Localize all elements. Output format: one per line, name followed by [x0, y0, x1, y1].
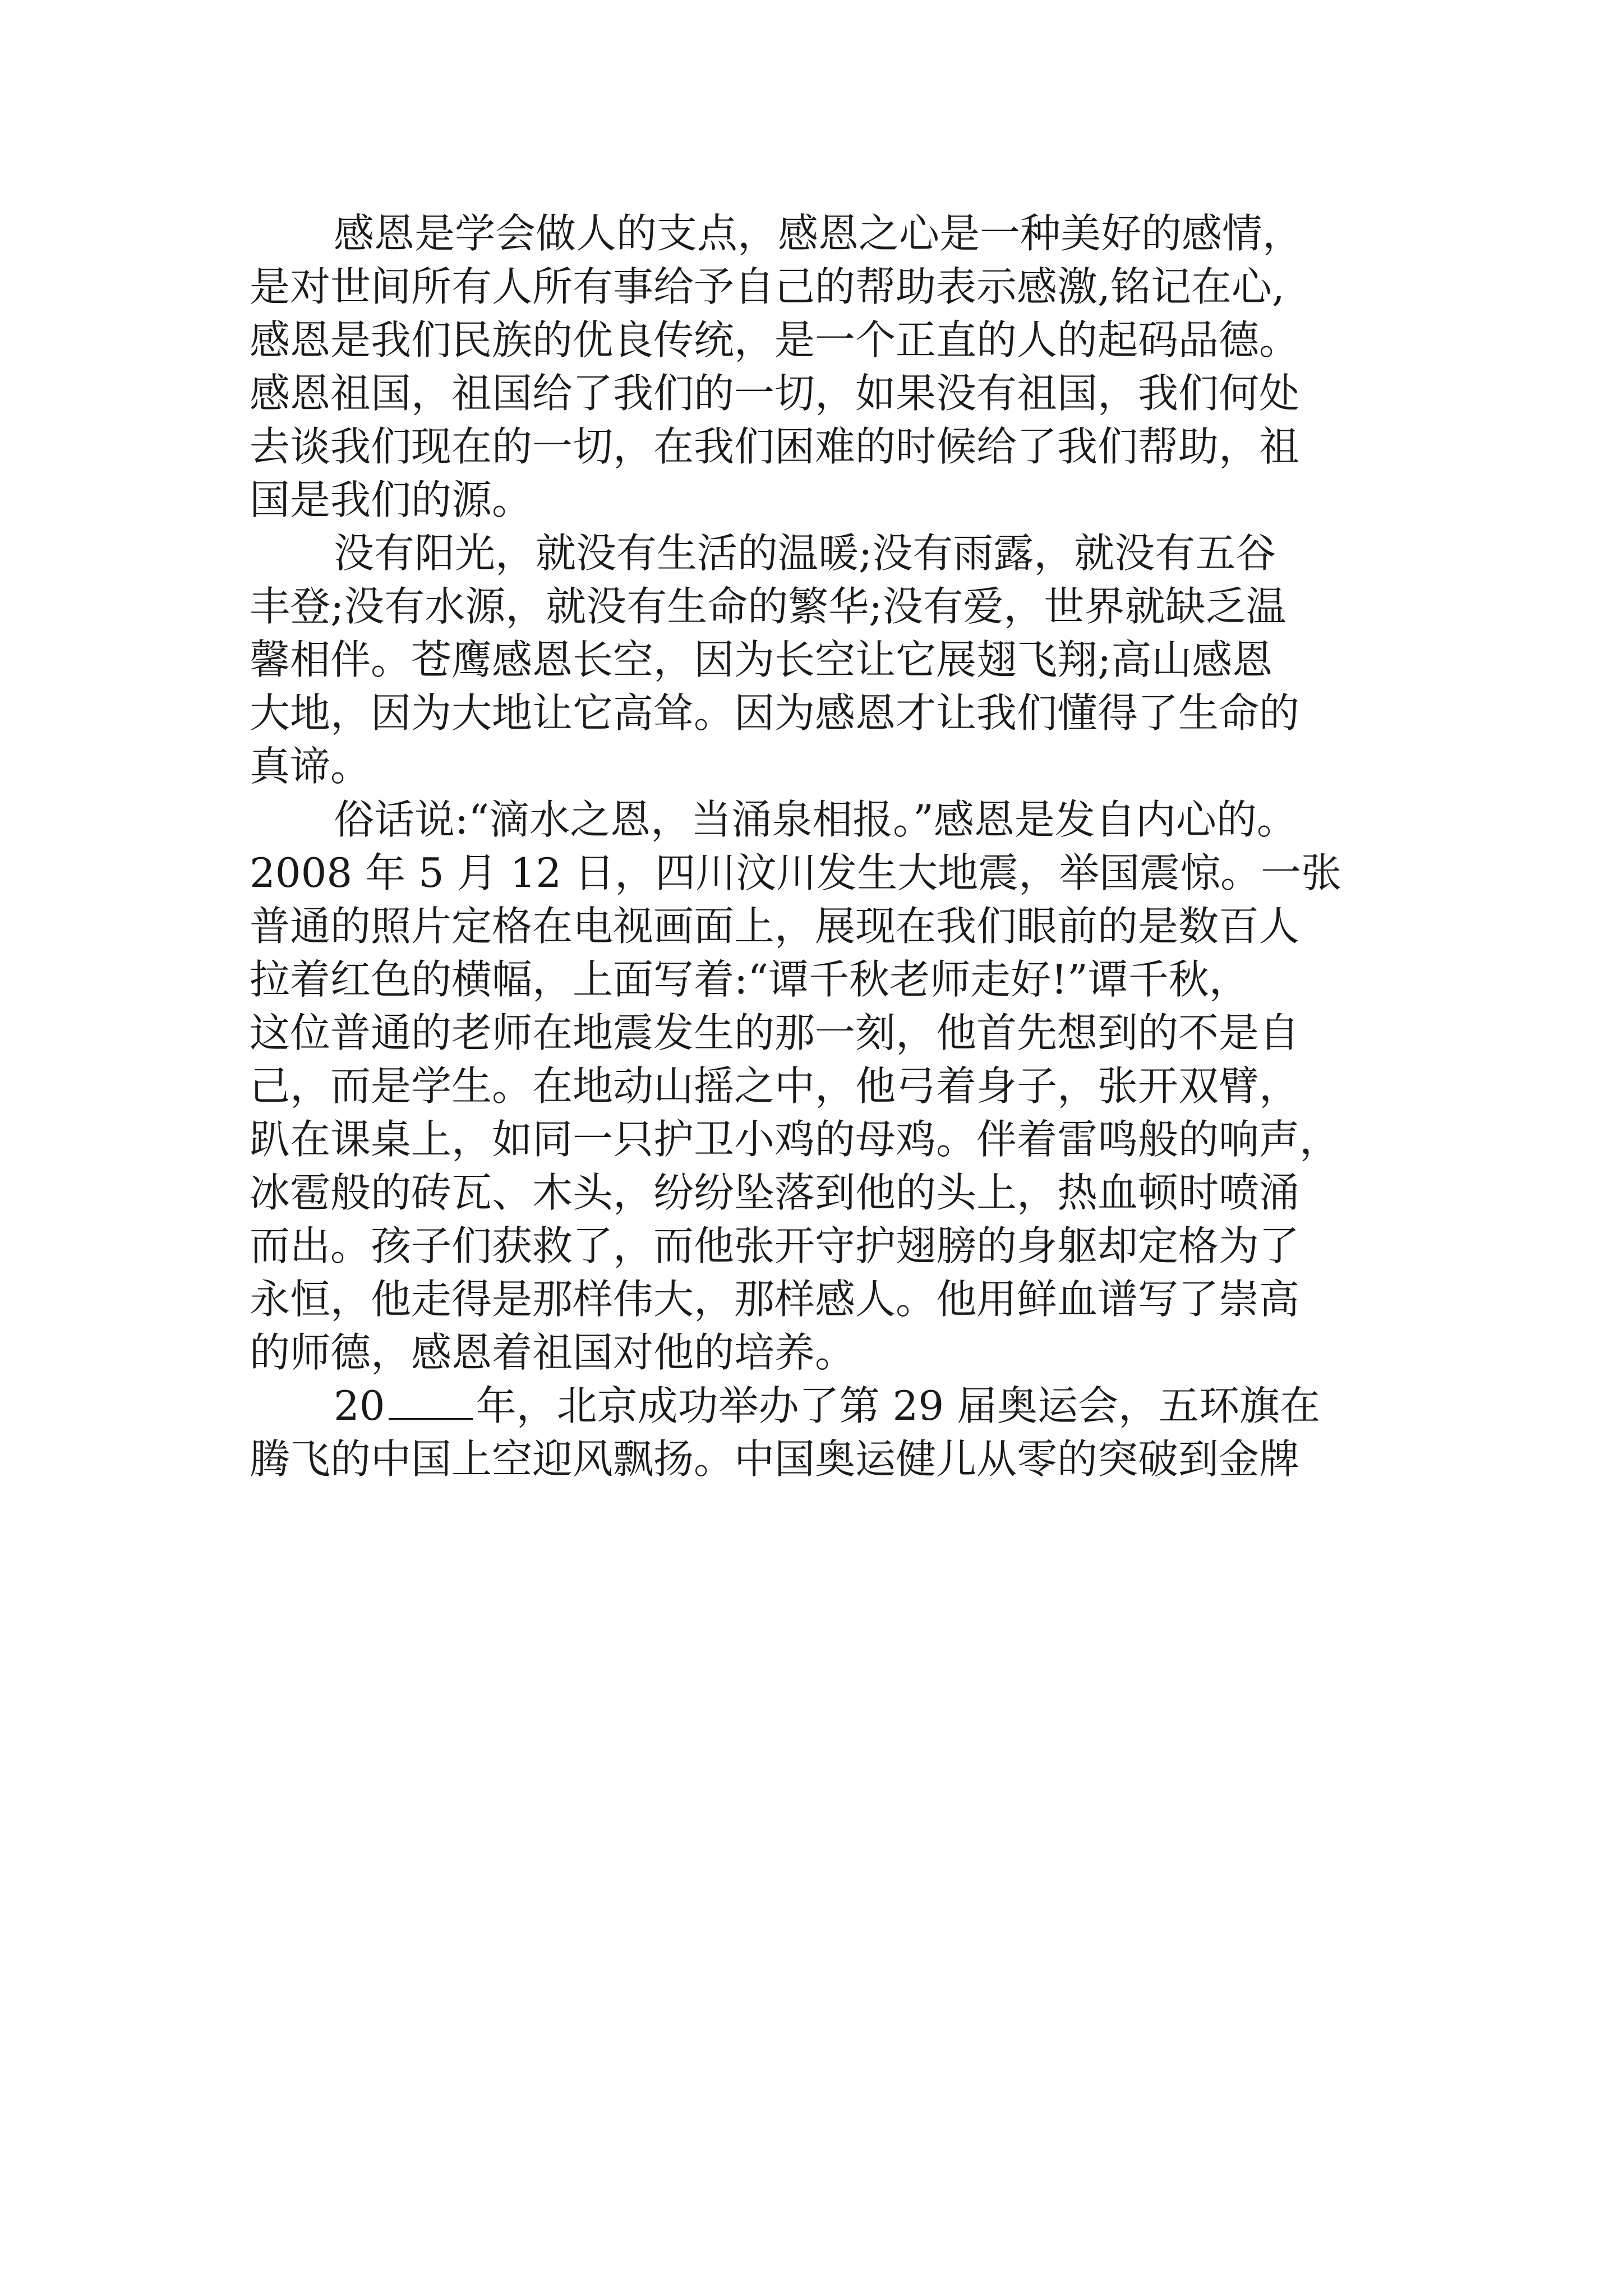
paragraph-1 — [250, 206, 1416, 526]
paragraph-2 — [250, 526, 1416, 793]
text-line: 俗话说:“滴水之恩，当涌泉相报。”感恩是发自内心的。 — [334, 796, 1297, 843]
text-line: 这位普通的老师在地震发生的那一刻，他首先想到的不是自 — [250, 1009, 1300, 1056]
fill-in-blank-underline — [389, 1384, 473, 1420]
text-line: 永恒，他走得是那样伟大，那样感人。他用鲜血谱写了崇高 — [250, 1276, 1300, 1323]
text-line: 感恩是我们民族的优良传统，是一个正直的人的起码品德。 — [250, 316, 1300, 364]
text-line: 丰登;没有水源，就没有生命的繁华;没有爱，世界就缺乏温 — [250, 583, 1287, 630]
text-line: 趴在课桌上，如同一只护卫小鸡的母鸡。伴着雷鸣般的响声， — [250, 1116, 1340, 1163]
text-line: 是对世间所有人所有事给予自己的帮助表示感激,铭记在心, — [250, 263, 1285, 310]
text-fragment: 20 — [334, 1382, 385, 1429]
text-line — [250, 1379, 1416, 1432]
text-line: 而出。孩子们获救了，而他张开守护翅膀的身躯却定格为了 — [250, 1222, 1300, 1269]
paragraph-3 — [250, 793, 1416, 1379]
text-line: 馨相伴。苍鹰感恩长空，因为长空让它展翅飞翔;高山感恩 — [250, 636, 1273, 683]
text-fragment: 年，北京成功举办了第 29 届奥运会，五环旗在 — [476, 1382, 1321, 1429]
document-body — [250, 206, 1416, 1485]
text-line: 拉着红色的横幅，上面写着:“谭千秋老师走好!”谭千秋， — [250, 956, 1249, 1003]
text-line: 冰雹般的砖瓦、木头，纷纷坠落到他的头上，热血顿时喷涌 — [250, 1169, 1300, 1216]
text-line: 2008 年 5 月 12 日，四川汶川发生大地震，举国震惊。一张 — [250, 849, 1342, 896]
text-line: 腾飞的中国上空迎风飘扬。中国奥运健儿从零的突破到金牌 — [250, 1435, 1300, 1483]
text-line: 没有阳光，就没有生活的温暖;没有雨露，就没有五谷 — [334, 530, 1276, 577]
text-line: 大地，因为大地让它高耸。因为感恩才让我们懂得了生命的 — [250, 689, 1300, 737]
paragraph-4 — [250, 1379, 1416, 1485]
text-line: 感恩祖国，祖国给了我们的一切，如果没有祖国，我们何处 — [250, 370, 1300, 417]
text-line: 真谛。 — [250, 743, 371, 790]
text-line: 去谈我们现在的一切，在我们困难的时候给了我们帮助，祖 — [250, 423, 1300, 470]
text-line: 己，而是学生。在地动山摇之中，他弓着身子，张开双臂， — [250, 1062, 1300, 1110]
text-line: 感恩是学会做人的支点，感恩之心是一种美好的感情， — [334, 210, 1303, 257]
text-line: 国是我们的源。 — [250, 476, 533, 523]
text-line: 的师德，感恩着祖国对他的培养。 — [250, 1329, 856, 1376]
text-line: 普通的照片定格在电视画面上，展现在我们眼前的是数百人 — [250, 903, 1300, 950]
